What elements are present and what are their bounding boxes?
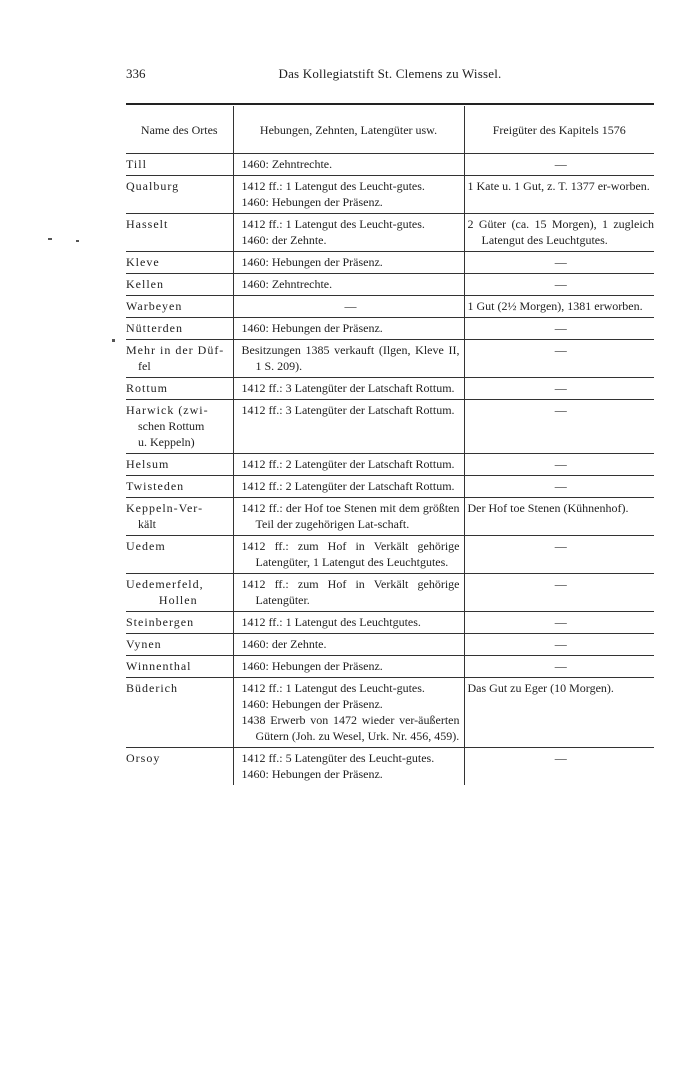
empty-dash: —: [554, 321, 567, 335]
free-goods-cell: [464, 274, 654, 296]
revenue-entry: 1460: Hebungen der Präsenz.: [241, 321, 383, 335]
table-header-row: [126, 106, 654, 154]
revenues-cell: [233, 678, 464, 748]
table-row: [126, 656, 654, 678]
table-row: [126, 498, 654, 536]
free-goods-cell: [464, 748, 654, 786]
holdings-table: [126, 106, 654, 785]
revenues-cell: [233, 748, 464, 786]
revenue-entry: 1412 ff.: 3 Latengüter der Latschaft Rottum.: [241, 403, 455, 417]
revenue-entry: 1412 ff.: 2 Latengüter der Latschaft Rottum.: [241, 457, 455, 471]
table-row: [126, 536, 654, 574]
page-speck: [48, 238, 52, 240]
place-name-line: kält: [138, 517, 156, 531]
place-name-cell: [126, 656, 233, 678]
place-name-line: Steinbergen: [126, 615, 195, 629]
table-row: [126, 176, 654, 214]
place-name-line: Rottum: [126, 381, 169, 395]
free-goods-entry: 1 Kate u. 1 Gut, z. T. 1377 er-worben.: [467, 179, 650, 193]
place-name-cell: [126, 678, 233, 748]
table-row: [126, 634, 654, 656]
place-name-cell: [126, 574, 233, 612]
place-name-cell: [126, 318, 233, 340]
page-speck: [76, 240, 79, 242]
revenue-entry: 1460: der Zehnte.: [241, 233, 327, 247]
place-name-line: Helsum: [126, 457, 170, 471]
table-row: [126, 476, 654, 498]
revenue-entry: 1412 ff.: 1 Latengut des Leuchtgutes.: [241, 615, 421, 629]
empty-dash: —: [554, 343, 567, 357]
revenue-entry: 1460: Hebungen der Präsenz.: [241, 195, 383, 209]
column-header-free-goods: Freigüter des Kapitels 1576: [464, 106, 654, 154]
free-goods-entry: Das Gut zu Eger (10 Morgen).: [467, 681, 614, 695]
place-name-line: Qualburg: [126, 179, 180, 193]
place-name-line: Vynen: [126, 637, 162, 651]
revenue-entry: 1412 ff.: 2 Latengüter der Latschaft Rottum.: [241, 479, 455, 493]
empty-dash: —: [554, 577, 567, 591]
place-name-line: Kleve: [126, 255, 160, 269]
page-header: [126, 64, 654, 84]
table-row: [126, 612, 654, 634]
revenues-cell: [233, 378, 464, 400]
free-goods-cell: [464, 400, 654, 454]
place-name-cell: [126, 296, 233, 318]
place-name-line: u. Keppeln): [138, 435, 195, 449]
revenue-entry: 1460: Zehntrechte.: [241, 157, 333, 171]
place-name-cell: [126, 252, 233, 274]
table-row: [126, 214, 654, 252]
revenues-cell: [233, 274, 464, 296]
place-name-cell: [126, 154, 233, 176]
empty-dash: —: [554, 457, 567, 471]
place-name-cell: [126, 274, 233, 296]
free-goods-cell: [464, 340, 654, 378]
page-speck: [112, 339, 115, 342]
free-goods-cell: [464, 634, 654, 656]
empty-dash: —: [554, 615, 567, 629]
revenue-entry: 1438 Erwerb von 1472 wieder ver-äußerten Gütern (Joh. zu Wesel, Urk. Nr. 456, 459).: [241, 713, 460, 743]
revenues-cell: [233, 656, 464, 678]
empty-dash: —: [554, 157, 567, 171]
place-name-cell: [126, 476, 233, 498]
free-goods-cell: [464, 296, 654, 318]
place-name-line: schen Rottum: [138, 419, 205, 433]
revenues-cell: [233, 340, 464, 378]
free-goods-cell: [464, 214, 654, 252]
revenue-entry: 1412 ff.: 1 Latengut des Leucht-gutes.: [241, 179, 425, 193]
place-name-line: fel: [138, 359, 151, 373]
revenue-entry: 1412 ff.: 1 Latengut des Leucht-gutes.: [241, 217, 425, 231]
column-header-revenues: Hebungen, Zehnten, Latengüter usw.: [233, 106, 464, 154]
empty-dash: —: [554, 637, 567, 651]
table-row: [126, 340, 654, 378]
revenues-cell: [233, 176, 464, 214]
revenue-entry: 1460: Hebungen der Präsenz.: [241, 697, 383, 711]
free-goods-cell: [464, 154, 654, 176]
place-name-cell: [126, 536, 233, 574]
empty-dash: —: [554, 479, 567, 493]
revenues-cell: [233, 154, 464, 176]
free-goods-cell: [464, 574, 654, 612]
revenue-entry: 1412 ff.: zum Hof in Verkält gehörige Latengüter.: [241, 577, 460, 607]
empty-dash: —: [554, 751, 567, 765]
revenues-cell: [233, 612, 464, 634]
free-goods-cell: [464, 536, 654, 574]
revenues-cell: [233, 536, 464, 574]
place-name-cell: [126, 214, 233, 252]
revenue-entry: 1460: Zehntrechte.: [241, 277, 333, 291]
page-number: 336: [126, 66, 146, 81]
revenue-entry: 1412 ff.: 1 Latengut des Leucht-gutes.: [241, 681, 425, 695]
table-body: [126, 154, 654, 786]
place-name-cell: [126, 378, 233, 400]
empty-dash: —: [344, 299, 357, 313]
empty-dash: —: [554, 659, 567, 673]
empty-dash: —: [554, 539, 567, 553]
free-goods-cell: [464, 454, 654, 476]
table-row: [126, 678, 654, 748]
revenue-entry: 1460: der Zehnte.: [241, 637, 327, 651]
place-name-cell: [126, 176, 233, 214]
revenue-entry: 1460: Hebungen der Präsenz.: [241, 767, 383, 781]
revenues-cell: [233, 454, 464, 476]
free-goods-cell: [464, 176, 654, 214]
place-name-cell: [126, 400, 233, 454]
place-name-line: Nütterden: [126, 321, 183, 335]
free-goods-cell: [464, 498, 654, 536]
place-name-line: Harwick (zwi-: [126, 403, 209, 417]
free-goods-entry: Der Hof toe Stenen (Kühnenhof).: [467, 501, 629, 515]
place-name-line: Mehr in der Düf-: [126, 343, 225, 357]
free-goods-cell: [464, 656, 654, 678]
empty-dash: —: [554, 381, 567, 395]
table-row: [126, 154, 654, 176]
table-top-rule: [126, 103, 654, 105]
empty-dash: —: [554, 255, 567, 269]
free-goods-cell: [464, 252, 654, 274]
place-name-cell: [126, 454, 233, 476]
place-name-line: Hollen: [158, 593, 198, 607]
revenue-entry: 1412 ff.: zum Hof in Verkält gehörige Latengüter, 1 Latengut des Leuchtgutes.: [241, 539, 460, 569]
revenues-cell: [233, 574, 464, 612]
revenue-entry: 1412 ff.: 3 Latengüter der Latschaft Rottum.: [241, 381, 455, 395]
running-title: Das Kollegiatstift St. Clemens zu Wissel.: [278, 66, 502, 81]
revenues-cell: [233, 296, 464, 318]
table-row: [126, 400, 654, 454]
place-name-line: Keppeln-Ver-: [126, 501, 204, 515]
revenue-entry: 1412 ff.: 5 Latengüter des Leucht-gutes.: [241, 751, 435, 765]
empty-dash: —: [554, 277, 567, 291]
table-row: [126, 574, 654, 612]
revenues-cell: [233, 634, 464, 656]
revenues-cell: [233, 318, 464, 340]
table-row: [126, 748, 654, 786]
place-name-cell: [126, 634, 233, 656]
place-name-line: Uedemerfeld,: [126, 577, 204, 591]
place-name-line: Till: [126, 157, 147, 171]
table-row: [126, 274, 654, 296]
revenue-entry: 1460: Hebungen der Präsenz.: [241, 659, 383, 673]
free-goods-entry: 1 Gut (2½ Morgen), 1381 erworben.: [467, 299, 643, 313]
place-name-line: Kellen: [126, 277, 164, 291]
revenue-entry: 1460: Hebungen der Präsenz.: [241, 255, 383, 269]
place-name-cell: [126, 340, 233, 378]
place-name-cell: [126, 748, 233, 786]
place-name-cell: [126, 498, 233, 536]
place-name-line: Warbeyen: [126, 299, 183, 313]
revenues-cell: [233, 476, 464, 498]
place-name-line: Hasselt: [126, 217, 169, 231]
revenue-entry: Besitzungen 1385 verkauft (Ilgen, Kleve II, 1 S. 209).: [241, 343, 460, 373]
holdings-table-container: [126, 106, 654, 785]
place-name-line: Büderich: [126, 681, 178, 695]
table-row: [126, 296, 654, 318]
free-goods-cell: [464, 612, 654, 634]
table-row: [126, 318, 654, 340]
table-row: [126, 378, 654, 400]
place-name-line: Winnenthal: [126, 659, 192, 673]
empty-dash: —: [554, 403, 567, 417]
table-row: [126, 252, 654, 274]
place-name-line: Orsoy: [126, 751, 161, 765]
free-goods-cell: [464, 476, 654, 498]
revenues-cell: [233, 400, 464, 454]
column-header-place: Name des Ortes: [126, 106, 233, 154]
free-goods-entry: 2 Güter (ca. 15 Morgen), 1 zugleich Latengut des Leuchtgutes.: [467, 217, 654, 247]
table-row: [126, 454, 654, 476]
free-goods-cell: [464, 378, 654, 400]
place-name-line: Twisteden: [126, 479, 185, 493]
free-goods-cell: [464, 678, 654, 748]
revenues-cell: [233, 214, 464, 252]
place-name-cell: [126, 612, 233, 634]
free-goods-cell: [464, 318, 654, 340]
place-name-line: Uedem: [126, 539, 166, 553]
revenues-cell: [233, 498, 464, 536]
revenue-entry: 1412 ff.: der Hof toe Stenen mit dem größten Teil der zugehörigen Lat-schaft.: [241, 501, 460, 531]
revenues-cell: [233, 252, 464, 274]
